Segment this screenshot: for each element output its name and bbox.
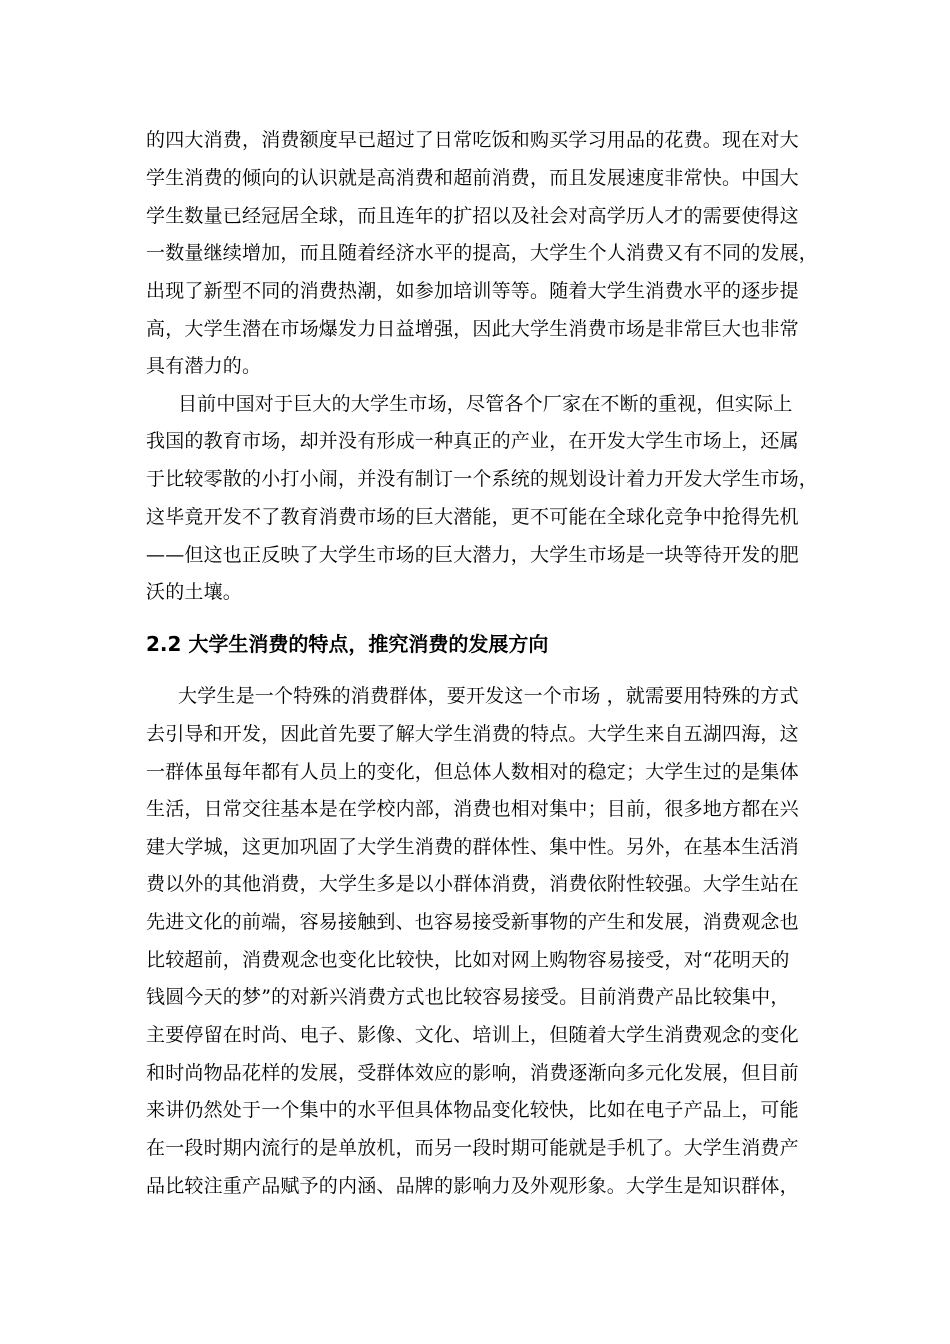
paragraph-2-line-3: 于比较零散的小打小闹，并没有制订一个系统的规划设计着力开发大学生市场， <box>146 468 819 490</box>
paragraph-3-line-7: 先进文化的前端，容易接触到、也容易接受新事物的产生和发展，消费观念也 <box>146 911 799 933</box>
paragraph-2-line-6: 沃的土壤。 <box>146 581 243 603</box>
section-heading: 2.2 大学生消费的特点，推究消费的发展方向 <box>146 632 549 656</box>
paragraph-1-line-4: 一数量继续增加，而且随着经济水平的提高，大学生个人消费又有不同的发展， <box>146 242 819 264</box>
paragraph-3-line-1: 大学生是一个特殊的消费群体，要开发这一个市场 ，就需要用特殊的方式 <box>178 685 799 707</box>
paragraph-1-line-6: 高，大学生潜在市场爆发力日益增强，因此大学生消费市场是非常巨大也非常 <box>146 318 799 340</box>
paragraph-3-line-2: 去引导和开发，因此首先要了解大学生消费的特点。大学生来自五湖四海，这 <box>146 723 799 745</box>
paragraph-3-line-8: 比较超前，消费观念也变化比较快，比如对网上购物容易接受，对“花明天的 <box>146 949 790 971</box>
paragraph-1-line-2: 学生消费的倾向的认识就是高消费和超前消费，而且发展速度非常快。中国大 <box>146 167 799 189</box>
paragraph-1-line-1: 的四大消费，消费额度早已超过了日常吃饭和购买学习用品的花费。现在对大 <box>146 129 799 151</box>
paragraph-1-line-3: 学生数量已经冠居全球，而且连年的扩招以及社会对高学历人才的需要使得这 <box>146 205 799 227</box>
paragraph-3-line-3: 一群体虽每年都有人员上的变化，但总体人数相对的稳定；大学生过的是集体 <box>146 761 799 783</box>
paragraph-2-line-1: 目前中国对于巨大的大学生市场，尽管各个厂家在不断的重视，但实际上 <box>178 393 793 415</box>
paragraph-2-line-2: 我国的教育市场，却并没有形成一种真正的产业，在开发大学生市场上，还属 <box>146 430 799 452</box>
paragraph-1-line-5: 出现了新型不同的消费热潮，如参加培训等等。随着大学生消费水平的逐步提 <box>146 280 799 302</box>
paragraph-2-line-5: ——但这也正反映了大学生市场的巨大潜力，大学生市场是一块等待开发的肥 <box>146 544 799 566</box>
paragraph-3-line-6: 费以外的其他消费，大学生多是以小群体消费，消费依附性较强。大学生站在 <box>146 873 799 895</box>
paragraph-3-line-12: 来讲仍然处于一个集中的水平但具体物品变化较快，比如在电子产品上，可能 <box>146 1099 799 1121</box>
paragraph-3-line-14: 品比较注重产品赋予的内涵、品牌的影响力及外观形象。大学生是知识群体， <box>146 1175 799 1197</box>
paragraph-3-line-11: 和时尚物品花样的发展，受群体效应的影响，消费逐渐向多元化发展，但目前 <box>146 1062 799 1084</box>
paragraph-1-line-7: 具有潜力的。 <box>146 355 262 377</box>
paragraph-3-line-4: 生活，日常交往基本是在学校内部，消费也相对集中；目前，很多地方都在兴 <box>146 798 799 820</box>
paragraph-3-line-13: 在一段时期内流行的是单放机，而另一段时期可能就是手机了。大学生消费产 <box>146 1137 799 1159</box>
paragraph-2-line-4: 这毕竟开发不了教育消费市场的巨大潜能，更不可能在全球化竞争中抢得先机 <box>146 506 799 528</box>
paragraph-3-line-9: 钱圆今天的梦”的对新兴消费方式也比较容易接受。目前消费产品比较集中， <box>146 986 790 1008</box>
paragraph-3-line-5: 建大学城，这更加巩固了大学生消费的群体性、集中性。另外，在基本生活消 <box>146 836 799 858</box>
paragraph-3-line-10: 主要停留在时尚、电子、影像、文化、培训上，但随着大学生消费观念的变化 <box>146 1024 799 1046</box>
